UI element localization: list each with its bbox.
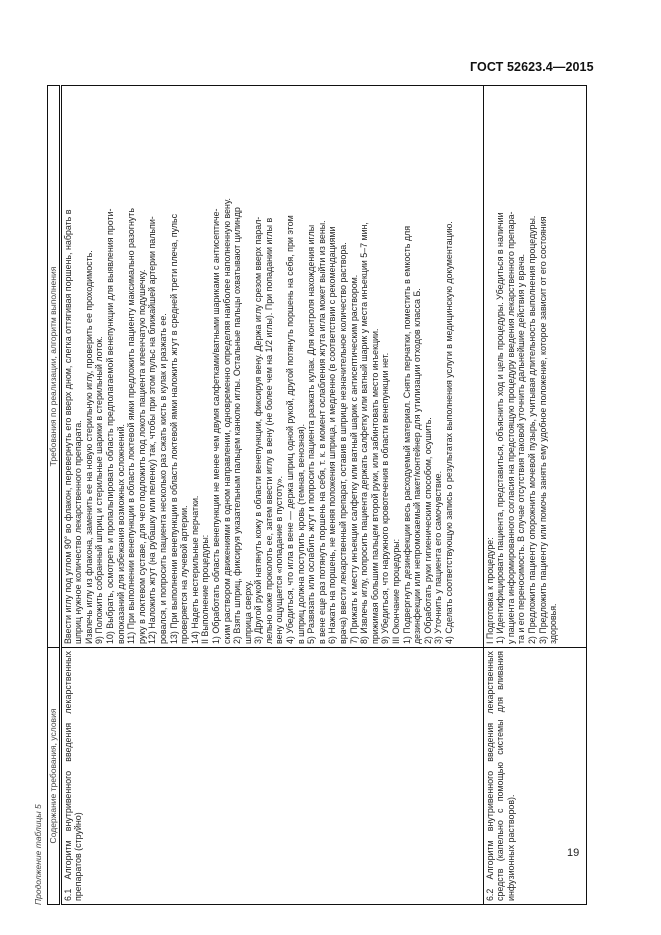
text-line: ским раствором движениями в одном направлении, одновременно определяя наиболее наполненную вену. bbox=[221, 198, 232, 644]
text-line: 7) Прижать к месту инъекции салфетку или ватный шарик с антисептическим раствором. bbox=[348, 274, 359, 644]
table-row bbox=[483, 86, 586, 905]
text-line: 4) Убедиться, что игла в вене — держа шприц одной рукой, другой потянуть поршень на себя, при этом bbox=[285, 215, 296, 644]
text-line: шприца сверху. bbox=[242, 580, 253, 644]
text-line: руку в локтевом суставе, для чего подложить под локоть пациента клеенчатую подушечку. bbox=[136, 269, 147, 644]
text-line: лельно коже проколоть ее, затем ввести иглу в вену (не более чем на 1/2 иглы). При попадании иглы в bbox=[263, 217, 274, 644]
requirements-table bbox=[47, 85, 587, 905]
text-line: 1) Подвергнуть дезинфекции весь расходуемый материал. Снять перчатки, поместить в емкость для bbox=[401, 225, 412, 644]
text-line: 1) Обработать область венепункции не менее чем двумя салфетками/ватными шариками с антисептиче- bbox=[210, 208, 221, 644]
table-header-row bbox=[48, 86, 61, 905]
text-line: I Подготовка к процедуре: bbox=[484, 537, 495, 644]
text-line: II Выполнение процедуры: bbox=[200, 534, 211, 644]
rotated-table-container bbox=[33, 85, 589, 905]
text-line: 2) Обработать руки гигиеническим способом, осушить. bbox=[422, 417, 433, 644]
text-line: в шприц должна поступить кровь (темная, венозная). bbox=[295, 423, 306, 644]
text-line: 14) Надеть нестерильные перчатки. bbox=[189, 495, 200, 644]
text-line: 11) При выполнении венепункции в область локтевой ямки предложить пациенту максимально разогнуть bbox=[126, 208, 137, 644]
text-line: 9) Убедиться, что наружного кровотечения в области венепункции нет. bbox=[380, 352, 391, 644]
text-line: 12) Наложить жгут (на рубашку или пеленку) так, чтобы при этом пульс на ближайшей артерии пальпи- bbox=[147, 216, 158, 644]
implementation-cell bbox=[60, 86, 483, 648]
header-implementation: Требования по реализации, алгоритм выполнения bbox=[48, 86, 61, 648]
text-line: III Окончание процедуры: bbox=[391, 538, 401, 644]
text-line: вопоказаний для избежания возможных осложнений. bbox=[115, 424, 126, 644]
table-row bbox=[60, 86, 483, 905]
text-line: 5) Развязать или ослабить жгут и попросить пациента разжать кулак. Для контроля нахождения иглы bbox=[306, 224, 317, 644]
table-caption: Продолжение таблицы 5 bbox=[33, 804, 43, 905]
implementation-cell bbox=[483, 86, 586, 648]
text-line: здоровья. bbox=[548, 603, 559, 644]
text-line: вену ощущается «попадание в пустоту». bbox=[274, 475, 285, 644]
text-line: 8) Извлечь иглу, попросить пациента держать салфетку или ватный шарик у места инъекции 5–7 мин, bbox=[359, 222, 370, 644]
text-line: у пациента информированного согласия на предстоящую процедуру введения лекарственного препара- bbox=[505, 211, 516, 644]
text-line: 9) Положить собранный шприц и стерильные шарики в стерильный лоток. bbox=[94, 336, 105, 644]
requirement-cell: 6.1 Алгоритм внутривенного введения лекарственных препаратов (струйно) bbox=[60, 648, 483, 905]
text-line: 3) Другой рукой натянуть кожу в области венепункции, фиксируя вену. Держа иглу срезом вверх парал- bbox=[253, 216, 264, 644]
text-line: Извлечь иглу из флакона, заменить ее на новую стерильную иглу, проверить ее проходимость. bbox=[83, 250, 94, 644]
text-line: 1) Идентифицировать пациента, представиться, объяснить ход и цель процедуры. Убедиться в наличии bbox=[495, 212, 506, 644]
text-line: 10) Выбрать, осмотреть и пропальпировать область предполагаемой венепункции для выявления проти- bbox=[104, 208, 115, 644]
text-line: 2) Взять шприц, фиксируя указательным пальцем канюлю иглы. Остальные пальцы охватывают цилиндр bbox=[232, 207, 243, 644]
page-number: 19 bbox=[567, 847, 580, 859]
text-line: 13) При выполнении венепункции в область локтевой ямки наложить жгут в средней трети плеча, пульс bbox=[168, 213, 179, 644]
text-line: Ввести иглу под углом 90° во флакон, перевернуть его вверх дном, слегка оттягивая поршень, набрать в bbox=[62, 209, 73, 644]
text-line: в вене еще раз потянуть поршень на себя, т. к. в момент ослабления жгута игла может выйти из вены. bbox=[316, 220, 327, 644]
text-line: та и его переносимость. В случае отсутствия таковой уточнить дальнейшие действия у врача. bbox=[516, 253, 527, 644]
text-line: 4) Сделать соответствующую запись о результатах выполнения услуги в медицинскую документацию. bbox=[443, 221, 454, 644]
text-line: дезинфекции или непромокаемый пакет/контейнер для утилизации отходов класса Б. bbox=[412, 288, 423, 644]
text-line: прижимая большим пальцем второй руки, или забинтовать место инъекции. bbox=[369, 328, 380, 644]
text-line: 3) Предложить пациенту или помочь занять ему удобное положение, которое зависит от его состояния bbox=[537, 216, 548, 644]
text-line: врача) ввести лекарственный препарат, оставив в шприце незначительное количество раствора. bbox=[338, 242, 349, 644]
text-line: проверяется на лучевой артерии. bbox=[179, 505, 190, 644]
text-line: 2) Предложить пациенту опорожнить мочевой пузырь, учитывая длительность выполнения процедуры. bbox=[526, 215, 537, 644]
header-requirement: Содержание требования, условия bbox=[48, 648, 61, 905]
text-line: 3) Уточнить у пациента его самочувствие. bbox=[433, 470, 444, 644]
text-line: ровался, и попросить пациента несколько раз сжать кисть в кулак и разжать ее. bbox=[157, 313, 168, 644]
requirement-cell: 6.2 Алгоритм внутривенного введения лекарственных средств (капельно с помощью системы для вливания инфузионных растворов). bbox=[483, 648, 586, 905]
text-line: 6) Нажать на поршень, не меняя положения шприца, и медленно (в соответствии с рекомендациями bbox=[327, 226, 338, 644]
standard-number: ГОСТ 52623.4—2015 bbox=[470, 60, 594, 74]
text-line: шприц нужное количество лекарственного препарата. bbox=[73, 420, 84, 644]
